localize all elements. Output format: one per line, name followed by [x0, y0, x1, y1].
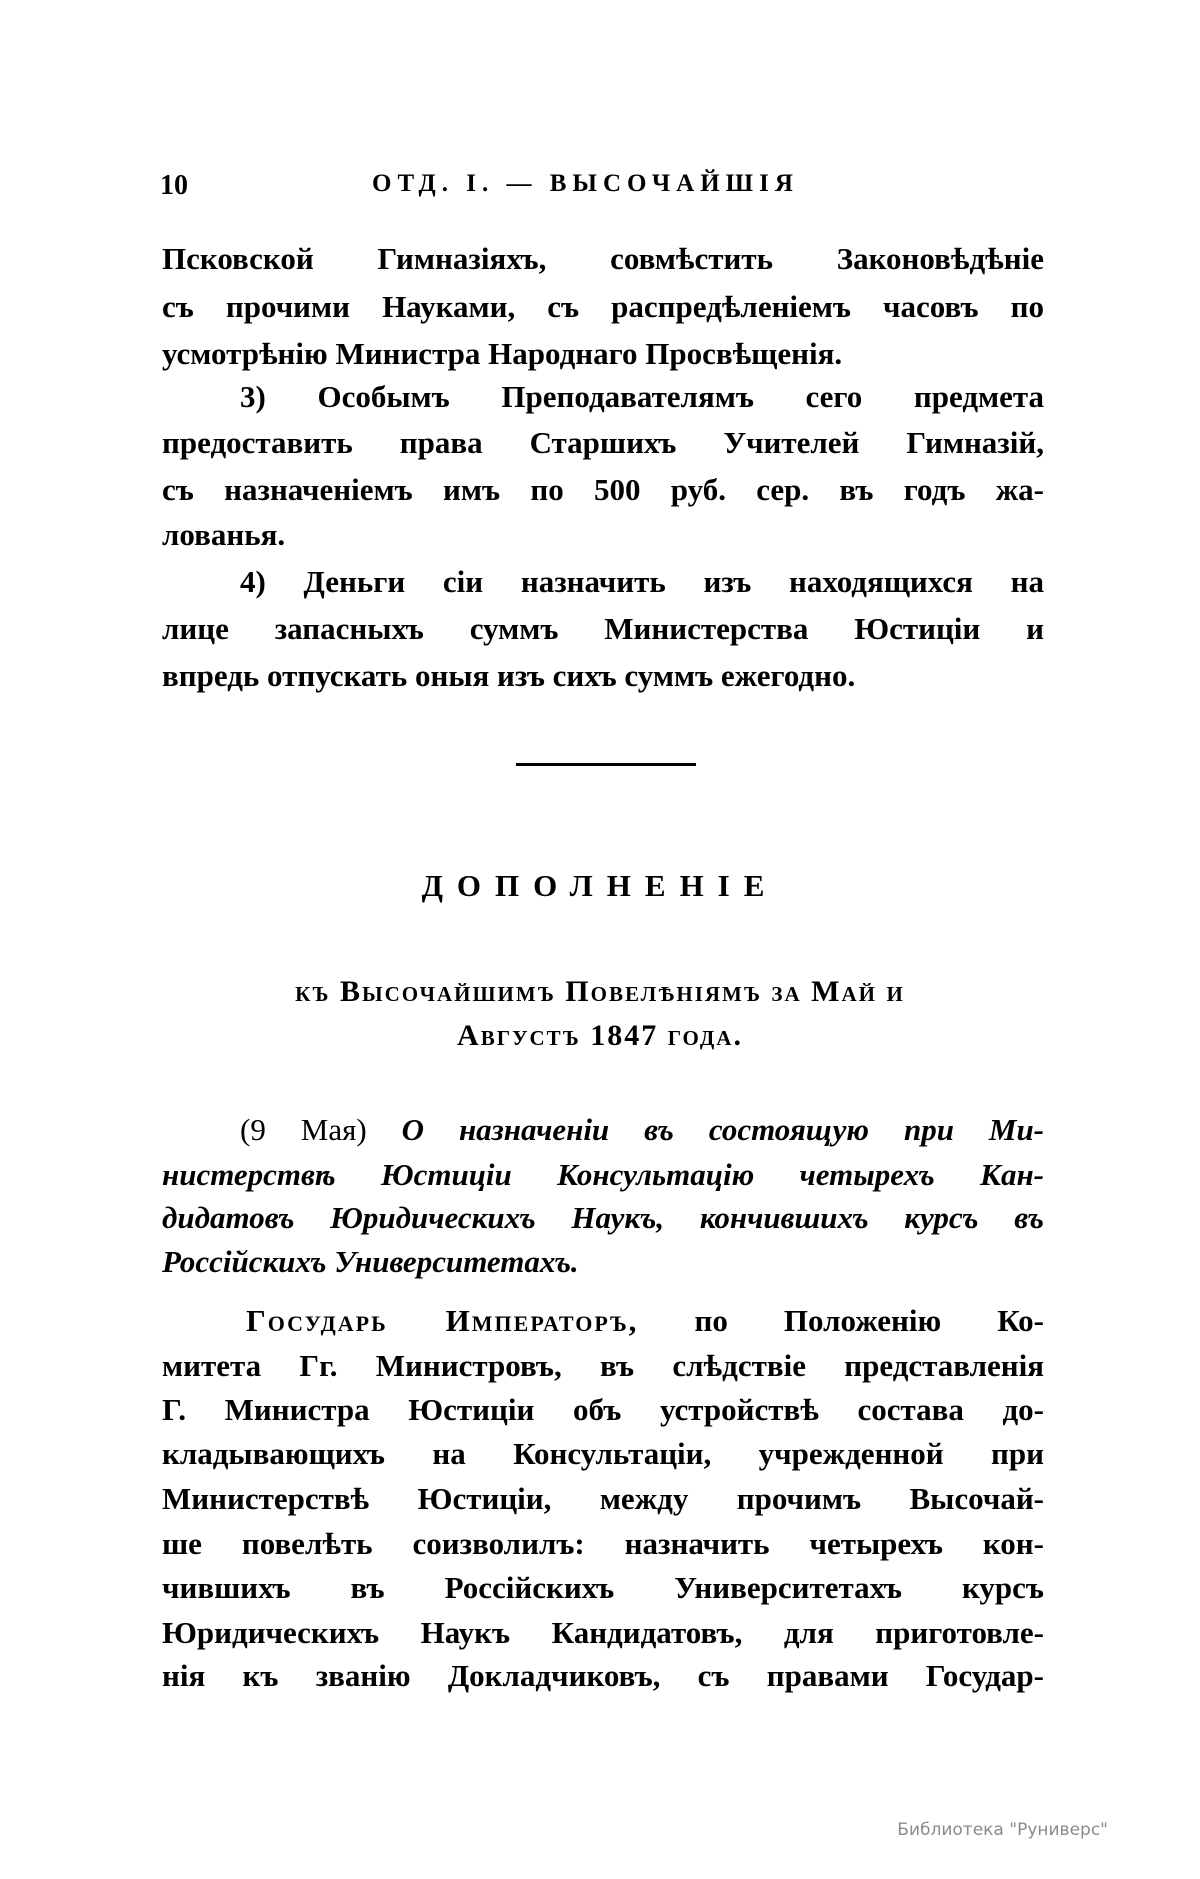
body-line: чившихъ въ Россійскихъ Университетахъ курсъ — [162, 1570, 1044, 1605]
body-line: Министерствѣ Юстиціи, между прочимъ Высочай- — [162, 1481, 1044, 1516]
body-line: Г. Министра Юстиціи объ устройствѣ состава до- — [162, 1392, 1044, 1427]
addendum-subtitle-line: къ Высочайшимъ Повелѣніямъ за Май и — [295, 975, 905, 1008]
text-line: впредь отпускать оныя изъ сихъ суммъ ежегодно. — [162, 658, 856, 693]
body-line: ше повелѣть соизволилъ: назначить четырехъ кон- — [162, 1526, 1044, 1561]
text-line: лованья. — [162, 517, 286, 552]
text-line: съ назначеніемъ имъ по 500 руб. сер. въ годъ жа- — [162, 472, 1044, 507]
body-lead: Государь Императоръ, — [246, 1303, 639, 1338]
body-line: нія къ званію Докладчиковъ, съ правами Государ- — [162, 1658, 1044, 1693]
text-line: предоставить права Старшихъ Учителей Гимназій, — [162, 425, 1044, 460]
library-watermark: Библиотека "Руниверс" — [897, 1820, 1108, 1840]
addendum-subtitle-line: Августъ 1847 года. — [457, 1019, 743, 1052]
addendum-title: ДОПОЛНЕНІЕ — [421, 868, 779, 903]
text-line: лице запасныхъ суммъ Министерства Юстиціи и — [162, 611, 1044, 646]
text-line: 4) Деньги сіи назначить изъ находящихся на — [240, 564, 1044, 599]
text-line: Псковской Гимназіяхъ, совмѣстить Законовѣдѣніе — [162, 241, 1044, 276]
text-line: 3) Особымъ Преподавателямъ сего предмета — [240, 379, 1044, 414]
body-text: по Положенію Ко- — [694, 1303, 1045, 1338]
running-title: ОТД. I. — ВЫСОЧАЙШІЯ — [372, 170, 799, 197]
text-line: съ прочими Науками, съ распредѣленіемъ часовъ по — [162, 289, 1044, 324]
entry-title: О назначеніи въ состоящую при Ми- — [401, 1112, 1045, 1147]
page-number: 10 — [160, 170, 188, 201]
entry-date: (9 Мая) — [240, 1112, 367, 1147]
entry-title-line: Россійскихъ Университетахъ. — [162, 1244, 579, 1279]
text-line: усмотрѣнію Министра Народнаго Просвѣщенія. — [162, 336, 843, 371]
body-line: Юридическихъ Наукъ Кандидатовъ, для приготовле- — [162, 1615, 1044, 1650]
body-line — [246, 1298, 1044, 1344]
body-line: кладывающихъ на Консультаціи, учрежденной при — [162, 1436, 1044, 1471]
entry-title-line: дидатовъ Юридическихъ Наукъ, кончившихъ курсъ въ — [162, 1200, 1044, 1235]
section-divider — [516, 763, 696, 766]
entry-title-line: нистерствѣ Юстиціи Консультацію четырехъ Кан- — [162, 1157, 1044, 1192]
entry-heading-line — [240, 1107, 1044, 1153]
body-line: митета Гг. Министровъ, въ слѣдствіе представленія — [162, 1348, 1044, 1383]
